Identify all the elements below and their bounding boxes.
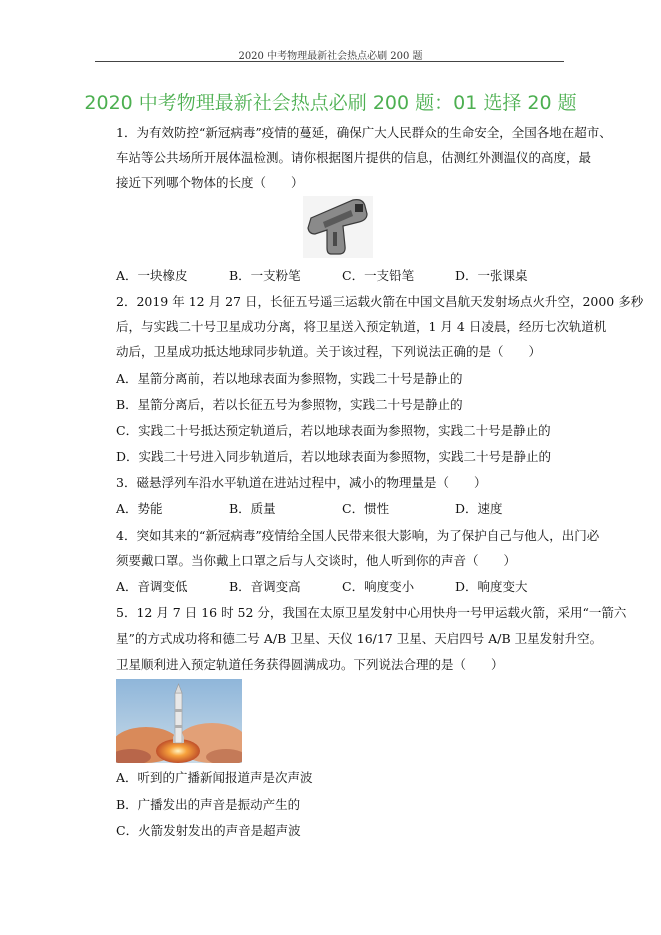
q5-line-3: 卫星顺利进入预定轨道任务获得圆满成功。下列说法合理的是（ ） xyxy=(116,657,504,672)
q2-option-a: A．星箭分离前，若以地球表面为参照物，实践二十号是静止的 xyxy=(116,371,463,386)
q3-line-1: 3．磁悬浮列车沿水平轨道在进站过程中，减小的物理量是（ ） xyxy=(116,475,487,490)
q3-option-b: B．质量 xyxy=(229,501,276,516)
q1-line-2: 车站等公共场所开展体温检测。请你根据图片提供的信息，估测红外测温仪的高度，最 xyxy=(116,150,592,165)
q3-option-a: A．势能 xyxy=(116,501,163,516)
q2-option-b: B．星箭分离后，若以长征五号为参照物，实践二十号是静止的 xyxy=(116,397,463,412)
q1-option-d: D．一张课桌 xyxy=(455,268,528,283)
q3-option-d: D．速度 xyxy=(455,501,503,516)
infrared-thermometer-image xyxy=(303,196,373,258)
q5-line-2: 星”的方式成功将和德二号 A/B 卫星、天仪 16/17 卫星、天启四号 A/B 卫星发射升空。 xyxy=(116,631,603,646)
page-title: 2020 中考物理最新社会热点必刷 200 题：01 选择 20 题 xyxy=(84,92,577,114)
q3-option-c: C．惯性 xyxy=(342,501,390,516)
q1-option-b: B．一支粉笔 xyxy=(229,268,301,283)
q1-line-3: 接近下列哪个物体的长度（ ） xyxy=(116,175,304,190)
q4-line-1: 4．突如其来的“新冠病毒”疫情给全国人民带来很大影响，为了保护自己与他人，出门必 xyxy=(116,528,600,543)
q4-line-2: 须要戴口罩。当你戴上口罩之后与人交谈时，他人听到你的声音（ ） xyxy=(116,553,517,568)
q5-option-a: A．听到的广播新闻报道声是次声波 xyxy=(116,770,313,785)
q1-option-c: C．一支铅笔 xyxy=(342,268,415,283)
q2-option-d: D．实践二十号进入同步轨道后，若以地球表面为参照物，实践二十号是静止的 xyxy=(116,449,552,464)
q1-option-a: A．一块橡皮 xyxy=(116,268,188,283)
q2-line-3: 动后，卫星成功抵达地球同步轨道。关于该过程，下列说法正确的是（ ） xyxy=(116,344,542,359)
q4-option-c: C．响度变小 xyxy=(342,579,415,594)
q5-option-c: C．火箭发射发出的声音是超声波 xyxy=(116,823,301,838)
header-divider xyxy=(95,61,564,62)
q2-line-1: 2．2019 年 12 月 27 日，长征五号遥三运载火箭在中国文昌航天发射场点火升空，2000 多秒 xyxy=(116,294,644,309)
q5-option-b: B．广播发出的声音是振动产生的 xyxy=(116,797,301,812)
q5-line-1: 5．12 月 7 日 16 时 52 分，我国在太原卫星发射中心用快舟一号甲运载火箭，采用“一箭六 xyxy=(116,605,627,620)
q4-option-d: D．响度变大 xyxy=(455,579,528,594)
page-header: 2020 中考物理最新社会热点必刷 200 题 xyxy=(238,51,423,62)
q4-option-b: B．音调变高 xyxy=(229,579,301,594)
rocket-launch-image xyxy=(116,679,242,763)
q2-option-c: C．实践二十号抵达预定轨道后，若以地球表面为参照物，实践二十号是静止的 xyxy=(116,423,551,438)
q2-line-2: 后，与实践二十号卫星成功分离，将卫星送入预定轨道，1 月 4 日凌晨，经历七次轨道机 xyxy=(116,319,607,334)
q4-option-a: A．音调变低 xyxy=(116,579,188,594)
q1-line-1: 1．为有效防控“新冠病毒”疫情的蔓延，确保广大人民群众的生命安全，全国各地在超市、 xyxy=(116,125,612,140)
